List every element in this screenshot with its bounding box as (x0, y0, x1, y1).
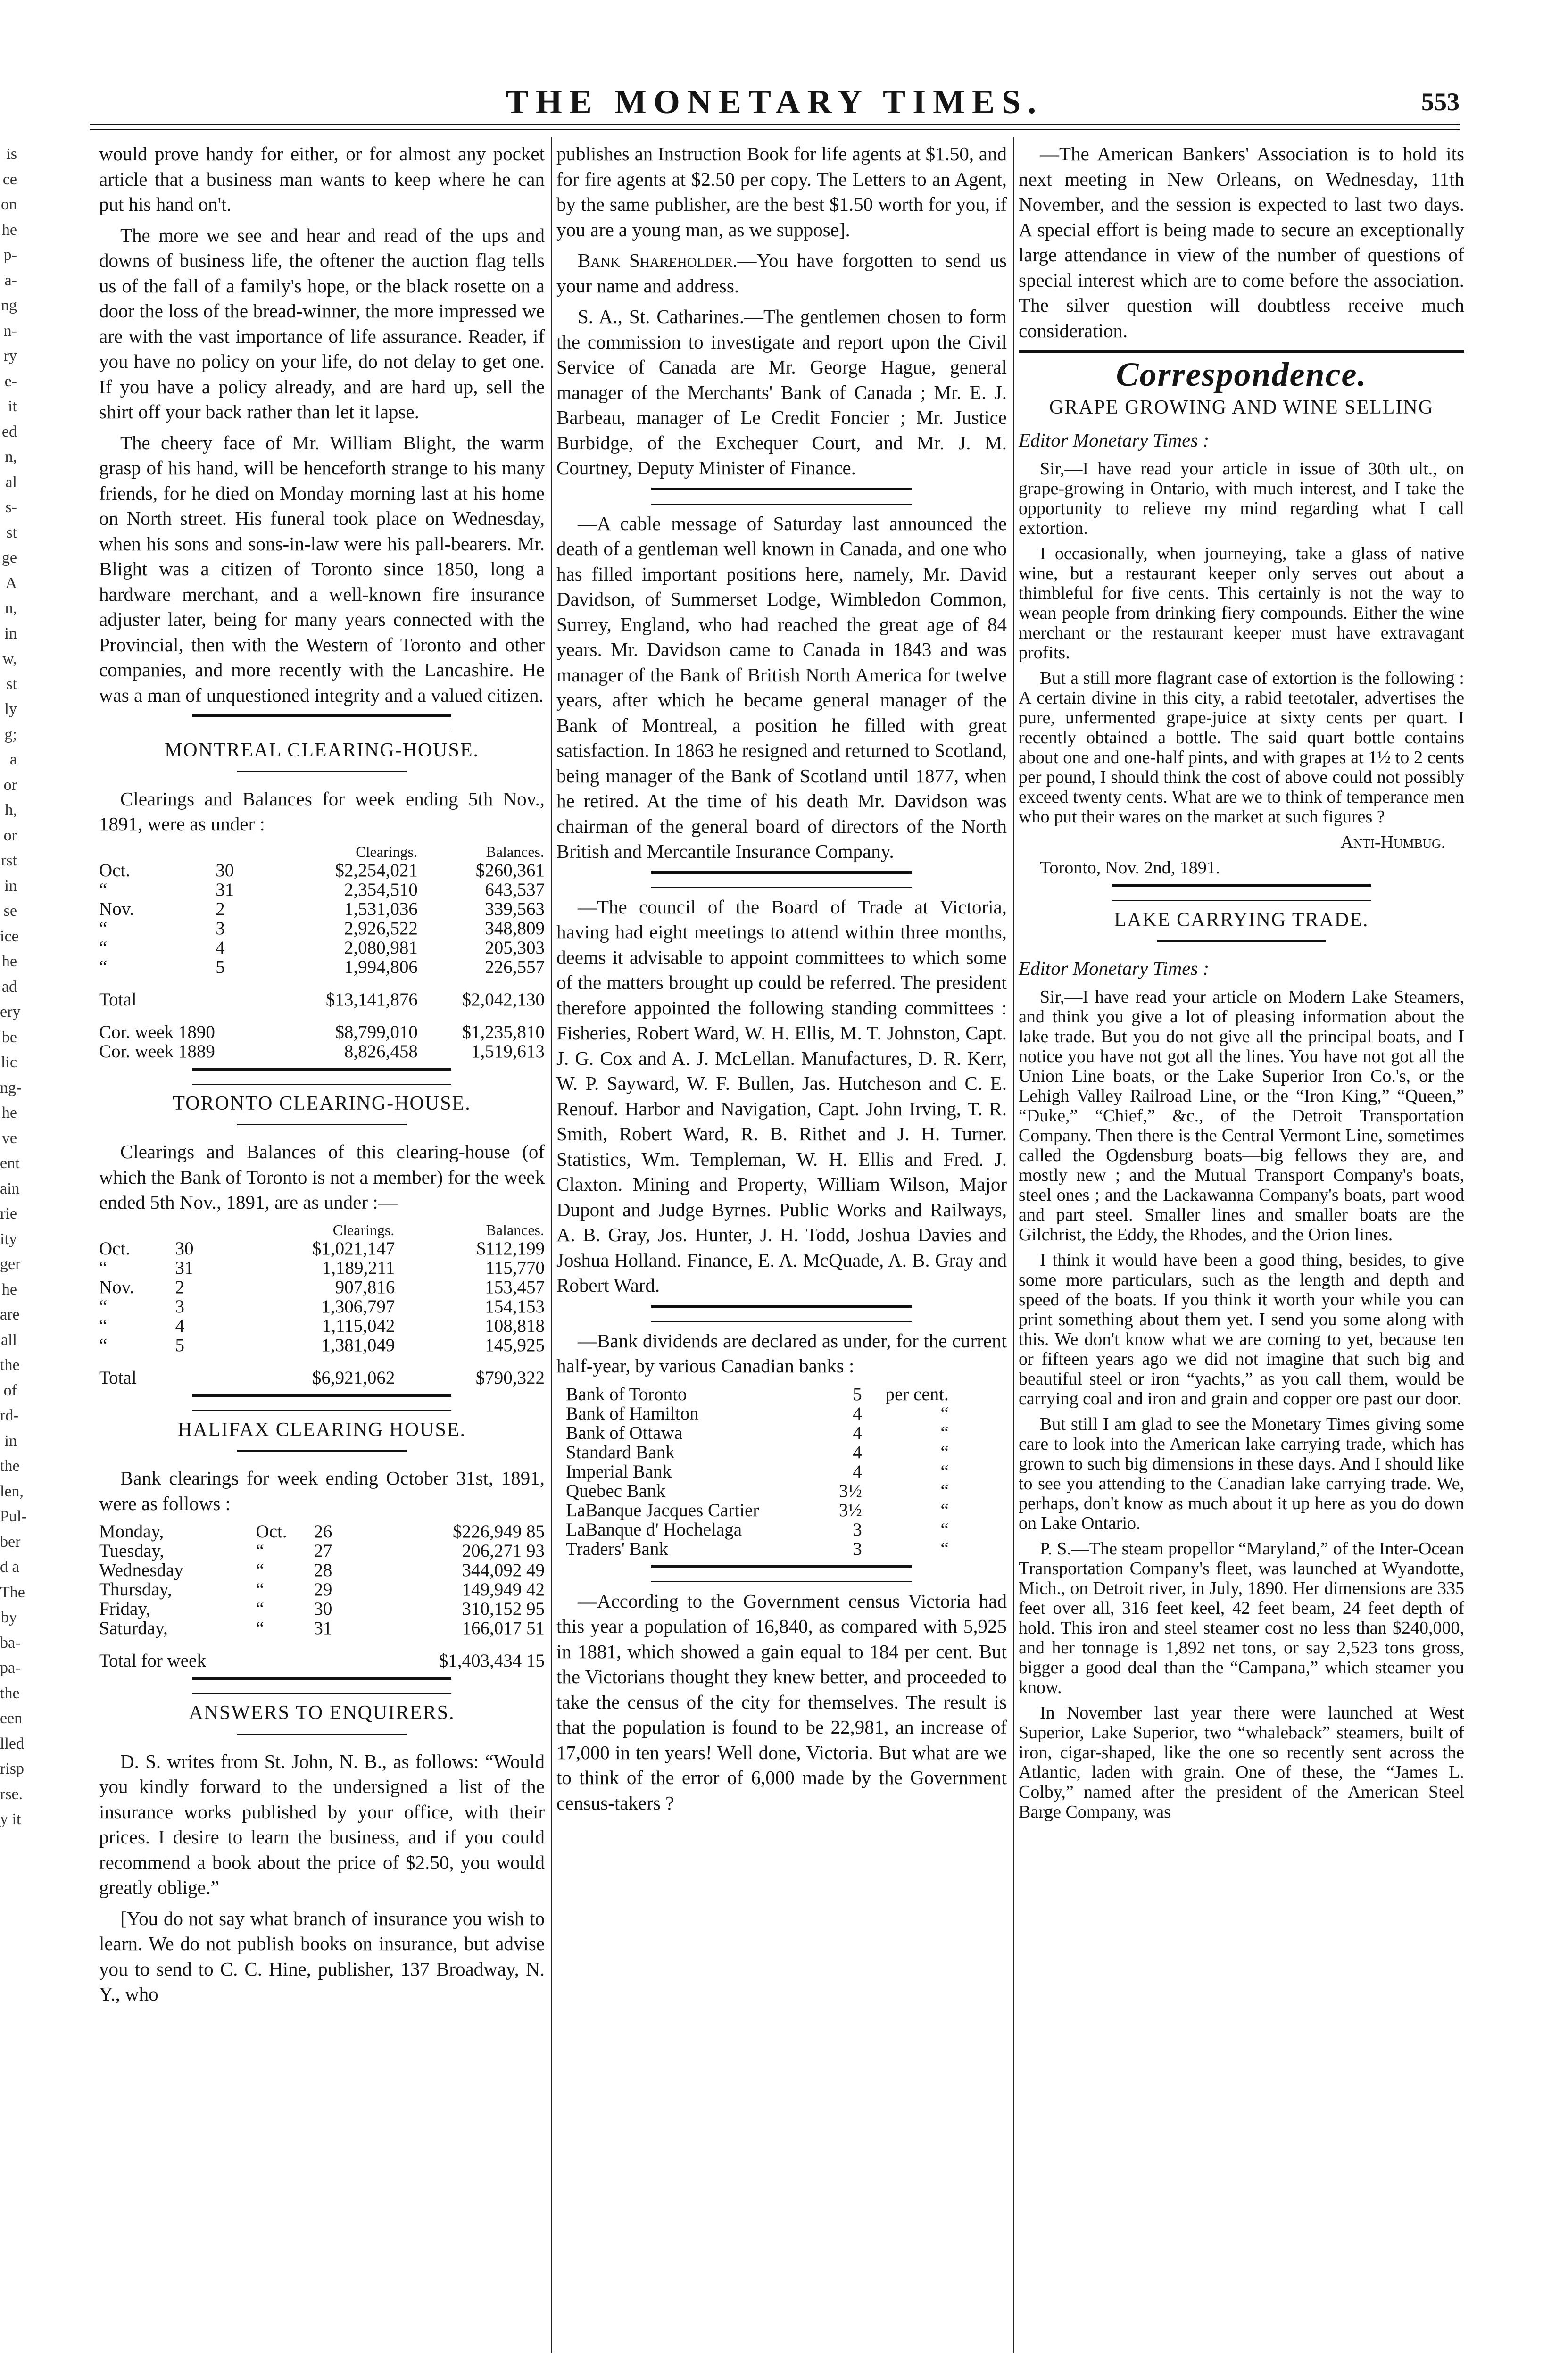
table-cell: $1,021,147 (312, 1238, 395, 1259)
table-cell: 205,303 (485, 937, 545, 958)
table-cell: 4 (853, 1422, 862, 1443)
margin-fragment: on (1, 196, 17, 213)
paragraph: Sir,—I have read your article on Modern Lake Steamers, and think you give a lot of pleasing information about the lake trade. But you do not give all the principal boats, and I notice you have not got all the lines. You have not got all the Union Line boats, or the Lake Superior Iron Co.'s, or the Lehigh Valley Railroad Line, or the “Iron King,” “Queen,” “Duke,” “Chief,” &c., of the Detroit Transportation Company. Then there is the Central Vermont Line, sometimes called the Ogdensburg boats—big fellows they are, and mostly new ; and the Mutual Transport Company's boats, steel ones ; and the Lackawanna Company's boats, part wood and part steel. Smaller lines and smaller boats are the Gilchrist, the Eddy, the Rhodes, and the Orion lines. (1019, 987, 1464, 1245)
column-header: Balances. (486, 843, 544, 860)
margin-fragment: are (0, 1306, 20, 1323)
correspondence-heading: Correspondence. (1116, 356, 1367, 393)
paragraph: I think it would have been a good thing, besides, to give some more particulars, such as the length and depth and speed of the boats. If you think it worth your while you can print something about them yet. I send you some along with this. We don't know what we are coming to yet, because ten or fifteen years ago we did not imagine that such big and beautiful steel or iron “yachts,” as you call them, would be carrying coal and iron and grain and copper ore past our door. (1019, 1250, 1464, 1409)
table-cell: “ (940, 1480, 949, 1501)
paragraph: But still I am glad to see the Monetary Times giving some care to look into the American lake carrying trade, which has grown to such big dimensions in these days. And I should like to see you attending to the Canadian lake carrying trade. We, perhaps, don't know as much about it up here as you do down on Lake Ontario. (1019, 1414, 1464, 1533)
table-cell: “ (99, 1257, 108, 1278)
table-cell: “ (99, 1315, 108, 1336)
margin-fragment: the (0, 1457, 20, 1475)
margin-fragment: in (4, 877, 17, 895)
column-header: Balances. (486, 1221, 544, 1238)
table-row: Total for week $1,403,434 15 (99, 1651, 545, 1671)
table-cell: 3 (216, 918, 225, 938)
table-row (99, 1580, 545, 1599)
dateline: Toronto, Nov. 2nd, 1891. (1040, 857, 1220, 878)
margin-fragment: ge (1, 549, 17, 566)
table-cell: 1,306,797 (321, 1296, 395, 1317)
margin-fragment: ice (0, 927, 19, 945)
table-cell: 3 (853, 1538, 862, 1559)
table-cell: 149,949 42 (462, 1579, 545, 1600)
short-rule (237, 771, 407, 782)
page-number: 553 (1421, 88, 1460, 116)
table-cell: 166,017 51 (462, 1618, 545, 1638)
table-row (99, 880, 545, 899)
short-rule (237, 1124, 407, 1135)
salutation: Editor Monetary Times : (1019, 957, 1210, 979)
table-cell: $2,254,021 (335, 860, 418, 880)
table-cell: 108,818 (485, 1315, 545, 1336)
paragraph: —The American Bankers' Association is to hold its next meeting in New Orleans, on Wednesday, 11th November, and the session is expected to last two days. A special effort is being made to secure an exceptionally large attendance in view of the number of questions of special interest which are to come before the association. The silver question will doubtless receive much consideration. (1019, 143, 1464, 341)
table-cell: 153,457 (485, 1277, 545, 1297)
table-cell: “ (940, 1403, 949, 1424)
table-cell: “ (99, 1296, 108, 1317)
table-cell: Tuesday, (99, 1541, 164, 1561)
short-rule (237, 1450, 407, 1461)
table-row (566, 1481, 949, 1501)
table-cell: 5 (853, 1384, 862, 1404)
margin-fragment: he (1, 221, 17, 239)
margin-fragment: se (3, 902, 17, 920)
short-rule (237, 1734, 407, 1744)
table-cell: 3 (853, 1519, 862, 1540)
section-rule (651, 1305, 913, 1322)
table-row (99, 1316, 545, 1336)
margin-fragment: the (0, 1684, 20, 1702)
table-cell: 344,092 49 (462, 1560, 545, 1580)
margin-fragment: the (0, 1356, 20, 1374)
table-row (99, 919, 545, 938)
publication-title: THE MONETARY TIMES. (506, 83, 1044, 121)
table-cell: 31 (216, 879, 234, 900)
section-heading: HALIFAX CLEARING HOUSE. (177, 1419, 466, 1441)
table-row (566, 1520, 949, 1539)
margin-fragment: pa- (0, 1659, 21, 1677)
margin-fragment: len, (0, 1482, 24, 1500)
table-cell: 2 (175, 1277, 185, 1297)
margin-fragment: al (5, 473, 17, 491)
paragraph: I occasionally, when journeying, take a glass of native wine, but a restaurant keeper only serves out about a thimbleful for five cents. This certainly is not the way to wean people from drinking fiery compounds. Either the wine merchant or the restaurant keeper must have extravagant profits. (1019, 543, 1464, 663)
section-rule (192, 1068, 451, 1085)
table-cell: $112,199 (476, 1238, 545, 1259)
table-cell: Nov. (99, 898, 134, 919)
table-cell: “ (940, 1442, 949, 1462)
table-cell: 29 (314, 1579, 332, 1600)
table-cell: 348,809 (485, 918, 545, 938)
table-cell: 27 (314, 1541, 332, 1561)
table-row (566, 1404, 949, 1423)
section-rule (651, 1565, 913, 1582)
column-header: Clearings. (356, 843, 417, 860)
column-2 (556, 141, 1007, 1821)
table-row (99, 1258, 545, 1278)
margin-fragment: ry (3, 347, 17, 365)
table-row (99, 1599, 545, 1619)
margin-fragment: or (3, 826, 17, 844)
margin-fragment: ger (0, 1255, 21, 1273)
section-rule (651, 871, 913, 888)
section-heading: ANSWERS TO ENQUIRERS. (189, 1702, 455, 1724)
margin-fragment: in (4, 1432, 17, 1450)
halifax-clearings-table (99, 1522, 545, 1670)
margin-fragment: ly (4, 700, 17, 718)
table-cell: Friday, (99, 1599, 151, 1619)
montreal-clearings-table (99, 843, 545, 1061)
margin-fragment: ent (0, 1154, 20, 1172)
margin-fragment: of (3, 1381, 17, 1399)
column-header: Clearings. (332, 1221, 395, 1238)
column-1 (99, 141, 545, 2013)
table-cell: 5 (216, 956, 225, 977)
table-cell: $226,949 85 (453, 1521, 545, 1542)
table-cell: Thursday, (99, 1579, 172, 1600)
table-cell: 31 (314, 1618, 332, 1638)
table-cell: 30 (216, 860, 234, 880)
table-cell: “ (940, 1500, 949, 1520)
table-cell: “ (256, 1560, 264, 1580)
table-cell: 4 (853, 1442, 862, 1462)
table-cell: Oct. (256, 1521, 287, 1542)
margin-fragment: ed (1, 423, 17, 440)
table-cell: “ (99, 956, 108, 977)
table-cell: “ (940, 1538, 949, 1559)
table-row (566, 1443, 949, 1462)
margin-fragment: ery (0, 1003, 21, 1021)
paragraph: would prove handy for either, or for almost any pocket article that a business man wants to keep where he can put his hand on't. (99, 143, 545, 215)
margin-fragment: is (6, 145, 17, 163)
table-row (99, 1278, 545, 1297)
table-cell: Saturday, (99, 1618, 168, 1638)
margin-fragment: w, (2, 650, 17, 667)
margin-fragment: rse. (0, 1785, 23, 1803)
column-divider (551, 137, 552, 2353)
header-rule (90, 124, 1460, 130)
margin-fragment: n, (5, 448, 17, 465)
table-row (566, 1423, 949, 1443)
table-cell: 31 (175, 1257, 194, 1278)
margin-fragment: y it (0, 1810, 21, 1828)
table-cell: 1,994,806 (344, 956, 418, 977)
table-cell: 907,816 (335, 1277, 395, 1297)
table-row (99, 1239, 545, 1258)
section-rule (192, 1677, 451, 1694)
margin-fragment: in (4, 624, 17, 642)
margin-fragment: rst (1, 852, 17, 869)
table-row (566, 1385, 949, 1404)
salutation: Editor Monetary Times : (1019, 429, 1210, 451)
table-row (99, 899, 545, 919)
table-cell: 26 (314, 1521, 332, 1542)
table-cell: Oct. (99, 1238, 131, 1259)
margin-fragment: s- (5, 498, 17, 516)
margin-fragment: by (1, 1609, 17, 1626)
table-row (99, 1619, 545, 1638)
table-cell: 4 (216, 937, 225, 958)
table-intro: Clearings and Balances of this clearing-house (of which the Bank of Toronto is not a member) for the week ended 5th Nov., 1891, are as under :— (99, 1141, 545, 1213)
table-cell: 3½ (838, 1480, 862, 1501)
margin-fragment: ng- (0, 1079, 22, 1096)
table-cell: Traders' Bank (566, 1538, 668, 1559)
paragraph: S. A., St. Catharines.—The gentlemen chosen to form the commission to investigate and report upon the Civil Service of Canada are Mr. George Hague, general manager of the Merchants' Bank of Canada ; Mr. E. J. Barbeau, manager of Le Credit Foncier ; Mr. Justice Burbidge, of the Exchequer Court, and Mr. J. M. Courtney, Deputy Minister of Finance. (556, 306, 1007, 479)
paragraph: Sir,—I have read your article in issue of 30th ult., on grape-growing in Ontario, with much interest, and I take the opportunity to relieve my mind regarding what I call extortion. (1019, 458, 1464, 538)
table-intro: Clearings and Balances for week ending 5th Nov., 1891, were as under : (99, 788, 545, 835)
table-row: Cor. week 1889 8,826,458 1,519,613 (99, 1041, 545, 1062)
table-cell: 2 (216, 898, 225, 919)
table-row (99, 1297, 545, 1316)
table-cell: 2,926,522 (344, 918, 418, 938)
margin-fragment: ba- (0, 1634, 21, 1652)
table-cell: 2,354,510 (344, 879, 418, 900)
paragraph: The cheery face of Mr. William Blight, the warm grasp of his hand, will be henceforth strange to his many friends, for he died on Monday morning last at his home on North street. His funeral took place on Wednesday, when his sons and sons-in-law were his pall-bearers. Mr. Blight was a citizen of Toronto since 1850, long a hardware merchant, and a well-known fire insurance adjuster later, being for many years connected with the Provincial, then with the Western of Toronto and other companies, and more recently with the Lancashire. He was a man of unquestioned integrity and a valued citizen. (99, 432, 545, 706)
table-cell: Bank of Ottawa (566, 1422, 682, 1443)
paragraph: —Bank dividends are declared as under, for the current half-year, by various Canadian banks : (556, 1329, 1007, 1377)
table-cell: Quebec Bank (566, 1480, 666, 1501)
margin-fragment: he (1, 953, 17, 970)
table-cell: “ (99, 918, 108, 938)
table-cell: “ (99, 879, 108, 900)
margin-fragment: rd- (0, 1407, 19, 1424)
table-cell: $260,361 (475, 860, 545, 880)
table-cell: 3 (175, 1296, 185, 1317)
margin-fragment: st (6, 675, 17, 693)
table-cell: 1,531,036 (344, 898, 418, 919)
dividends-table (566, 1385, 949, 1559)
paragraph: —The council of the Board of Trade at Victoria, having had eight meetings to attend within three months, deems it advisable to appoint committees to which some of the matters brought up could be referred. The president therefore appointed the following standing committees : Fisheries, Robert Ward, W. H. Ellis, M. T. Johnston, Capt. J. G. Cox and A. J. McLellan. Manufactures, D. R. Kerr, W. P. Sayward, W. F. Bullen, Jas. Hutcheson and C. E. Renouf. Harbor and Navigation, Capt. John Irving, T. R. Smith, Robert Ward, R. B. Rithet and J. H. Turner. Statistics, Wm. Templeman, W. H. Ellis and Fred. J. Claxton. Mining and Property, William Wilson, Major Dupont and Judge Byrnes. Public Works and Railways, A. B. Gray, Jos. Hunter, J. H. Todd, Joshua Davies and Joshua Holland. Finance, E. A. McQuade, A. B. Gray and Robert Ward. (556, 896, 1007, 1296)
table-row: Cor. week 1890 $8,799,010 $1,235,810 (99, 1021, 545, 1042)
page-header (90, 68, 1460, 121)
table-cell: Bank of Toronto (566, 1384, 687, 1404)
margin-fragment: a- (4, 271, 17, 289)
paragraph: The more we see and hear and read of the ups and downs of business life, the oftener the auction flag tells us of the fall of a family's hope, or the black rosette on a door the loss of the bread-winner, the more impressed we are with the vast importance of life assurance. Reader, if you have no policy on your life, do not delay to get one. If you have a policy already, and are hard up, sell the shirt off your back rather than let it lapse. (99, 224, 545, 423)
table-cell: “ (940, 1519, 949, 1540)
table-row: Total $13,141,876 $2,042,130 (99, 989, 545, 1010)
table-row (99, 861, 545, 880)
margin-fragment: h, (5, 801, 17, 819)
margin-fragment: The (0, 1583, 25, 1601)
table-cell: 154,153 (485, 1296, 545, 1317)
paragraph: —A cable message of Saturday last announced the death of a gentleman well known in Canada, and one who has filled important positions here, namely, Mr. David Davidson, of Summerset Lodge, Wimbledon Common, Surrey, England, who had reached the great age of 84 years. Mr. Davidson came to Canada in 1843 and was manager of the Bank of British North America for twelve years, after which he became general manager of the Bank of Montreal, a position he filled with great satisfaction. In 1863 he resigned and returned to Scotland, being manager of the Bank of Scotland until 1877, when he retired. At the time of his death Mr. Davidson was chairman of the general board of directors of the North British and Mercantile Insurance Company. (556, 512, 1007, 862)
table-cell: “ (99, 937, 108, 958)
table-cell: 28 (314, 1560, 332, 1580)
margin-fragment: a (9, 751, 17, 768)
table-cell: “ (256, 1599, 264, 1619)
margin-fragment: ain (0, 1179, 20, 1197)
table-row (99, 957, 545, 977)
table-cell: 1,189,211 (322, 1257, 395, 1278)
table-cell: 2,080,981 (344, 937, 418, 958)
margin-fragment: p- (3, 246, 17, 264)
table-row (99, 1561, 545, 1580)
section-heading: TORONTO CLEARING-HOUSE. (173, 1092, 471, 1114)
margin-fragment: be (1, 1028, 17, 1046)
table-row (99, 1541, 545, 1561)
table-row (99, 1336, 545, 1355)
table-cell: Bank of Hamilton (566, 1403, 699, 1424)
table-cell: LaBanque d' Hochelaga (566, 1519, 742, 1540)
paragraph: publishes an Instruction Book for life agents at $1.50, and for fire agents at $2.50 per copy. The Letters to an Agent, by the same publisher, are the best $1.50 worth for you, if you are a young man, as we suppose]. (556, 143, 1007, 241)
paragraph: In November last year there were launched at West Superior, Lake Superior, two “whaleback” steamers, built of iron, cigar-shaped, like the one so recently sent across the Atlantic, laden with grain. One of these, the “James L. Colby,” named after the president of the American Steel Barge Company, was (1019, 1702, 1464, 1822)
margin-fragment: ad (1, 978, 17, 996)
paragraph: But a still more flagrant case of extortion is the following : A certain divine in this city, a rabid teetotaler, advertises the pure, unfermented grape-juice at sixty cents per quart. I recently obtained a bottle. The said quart bottle contains about one and one-half pints, and with grapes at 1½ to 2 cents per pound, I should think the cost of above could not possibly exceed twenty cents. What are we to think of temperance men who put their wares on the market at such figures ? (1019, 668, 1464, 827)
section-heading: LAKE CARRYING TRADE. (1114, 909, 1369, 931)
paragraph: [You do not say what branch of insurance you wish to learn. We do not publish books on insurance, but advise you to send to C. C. Hine, publisher, 137 Broadway, N. Y., who (99, 1907, 545, 2005)
table-row (99, 938, 545, 957)
paragraph: Bank Shareholder.—You have forgotten to send us your name and address. (556, 249, 1007, 297)
table-cell: LaBanque Jacques Cartier (566, 1500, 759, 1520)
margin-fragment: rie (0, 1205, 17, 1222)
section-rule (192, 714, 451, 731)
section-heading: MONTREAL CLEARING-HOUSE. (164, 739, 480, 761)
table-cell: 3½ (838, 1500, 862, 1520)
table-cell: “ (256, 1579, 264, 1600)
table-cell: 4 (175, 1315, 185, 1336)
table-cell: 339,563 (485, 898, 545, 919)
section-rule (1112, 884, 1370, 901)
margin-fragment: he (1, 1104, 17, 1121)
margin-fragment: ve (1, 1129, 17, 1147)
margin-fragment: n- (3, 322, 17, 340)
table-cell: 5 (175, 1335, 185, 1355)
lead-in: Bank Shareholder. (578, 249, 738, 271)
table-cell: 226,557 (485, 956, 545, 977)
table-cell: Oct. (99, 860, 131, 880)
table-row (566, 1539, 949, 1559)
table-cell: 1,115,042 (322, 1315, 395, 1336)
table-cell: “ (256, 1541, 264, 1561)
toronto-clearings-table (99, 1221, 545, 1387)
table-cell: Monday, (99, 1521, 164, 1542)
section-rule (192, 1394, 451, 1411)
table-cell: “ (99, 1335, 108, 1355)
table-cell: 206,271 93 (462, 1541, 545, 1561)
table-intro: Bank clearings for week ending October 31st, 1891, were as follows : (99, 1467, 545, 1514)
margin-fragment: or (3, 776, 17, 794)
margin-fragment: lled (0, 1735, 24, 1752)
table-cell: 115,770 (485, 1257, 545, 1278)
table-cell: “ (940, 1461, 949, 1482)
table-cell: 4 (853, 1461, 862, 1482)
paragraph: —According to the Government census Victoria had this year a population of 16,840, as compared with 5,925 in 1881, which showed a gain equal to 184 per cent. But the Victorians thought they knew better, and proceeded to take the census of the city for themselves. The result is that the population is found to be 22,981, an increase of 17,000 in ten years! Well done, Victoria. But what are we to think of the error of 6,000 made by the Government census-takers ? (556, 1590, 1007, 1814)
table-cell: “ (940, 1422, 949, 1443)
margin-fragment: g; (4, 725, 17, 743)
margin-fragment: e- (4, 372, 17, 390)
margin-fragment: A (5, 574, 17, 592)
table-cell: 643,537 (485, 879, 545, 900)
left-margin-fragments (0, 141, 27, 1832)
margin-fragment: Pul- (0, 1508, 27, 1525)
table-cell: “ (256, 1618, 264, 1638)
short-rule (1157, 940, 1326, 951)
table-cell: 30 (175, 1238, 194, 1259)
table-cell: per cent. (885, 1384, 949, 1404)
margin-fragment: ng (1, 297, 17, 314)
margin-fragment: he (1, 1280, 17, 1298)
section-rule (1019, 350, 1464, 353)
margin-fragment: een (0, 1710, 23, 1727)
margin-fragment: ity (0, 1230, 17, 1248)
column-3 (1019, 141, 1464, 1827)
margin-fragment: n, (5, 599, 17, 617)
section-heading: GRAPE GROWING AND WINE SELLING (1049, 396, 1434, 418)
table-cell: 4 (853, 1403, 862, 1424)
table-cell: Wednesday (99, 1560, 183, 1580)
section-rule (651, 488, 913, 505)
paragraph: P. S.—The steam propellor “Maryland,” of the Inter-Ocean Transportation Company's fleet, was launched at Wyandotte, Mich., on Detroit river, in July, 1890. Her dimensions are 335 feet over all, 316 feet keel, 42 feet beam, 24 feet depth of hold. This iron and steel steamer cost no less than $240,000, and her tonnage is 1,892 net tons, or say 2,523 tons gross, bigger a good deal than the “Campana,” which steamer you know. (1019, 1538, 1464, 1697)
margin-fragment: all (1, 1331, 17, 1349)
margin-fragment: ce (2, 170, 17, 188)
column-divider (1013, 137, 1014, 2353)
signature: Anti-Humbug. (1340, 832, 1445, 852)
table-cell: Nov. (99, 1277, 134, 1297)
margin-fragment: d a (0, 1558, 19, 1576)
table-cell: 30 (314, 1599, 332, 1619)
paragraph: D. S. writes from St. John, N. B., as follows: “Would you kindly forward to the undersigned a list of the insurance works published by your office, with their prices. I desire to learn the business, and if you could recommend a book about the price of $2.50, you would greatly oblige.” (99, 1750, 545, 1898)
table-cell: Standard Bank (566, 1442, 675, 1462)
table-cell: Imperial Bank (566, 1461, 672, 1482)
table-row (566, 1462, 949, 1481)
table-cell: 310,152 95 (462, 1599, 545, 1619)
margin-fragment: lic (1, 1054, 17, 1071)
margin-fragment: risp (0, 1760, 24, 1777)
margin-fragment: st (6, 523, 17, 541)
margin-fragment: ber (0, 1533, 21, 1551)
table-cell: 1,381,049 (321, 1335, 395, 1355)
table-row (99, 1522, 545, 1541)
table-row (566, 1501, 949, 1520)
margin-fragment: it (8, 398, 17, 415)
table-row: Total $6,921,062 $790,322 (99, 1367, 545, 1388)
table-cell: 145,925 (485, 1335, 545, 1355)
